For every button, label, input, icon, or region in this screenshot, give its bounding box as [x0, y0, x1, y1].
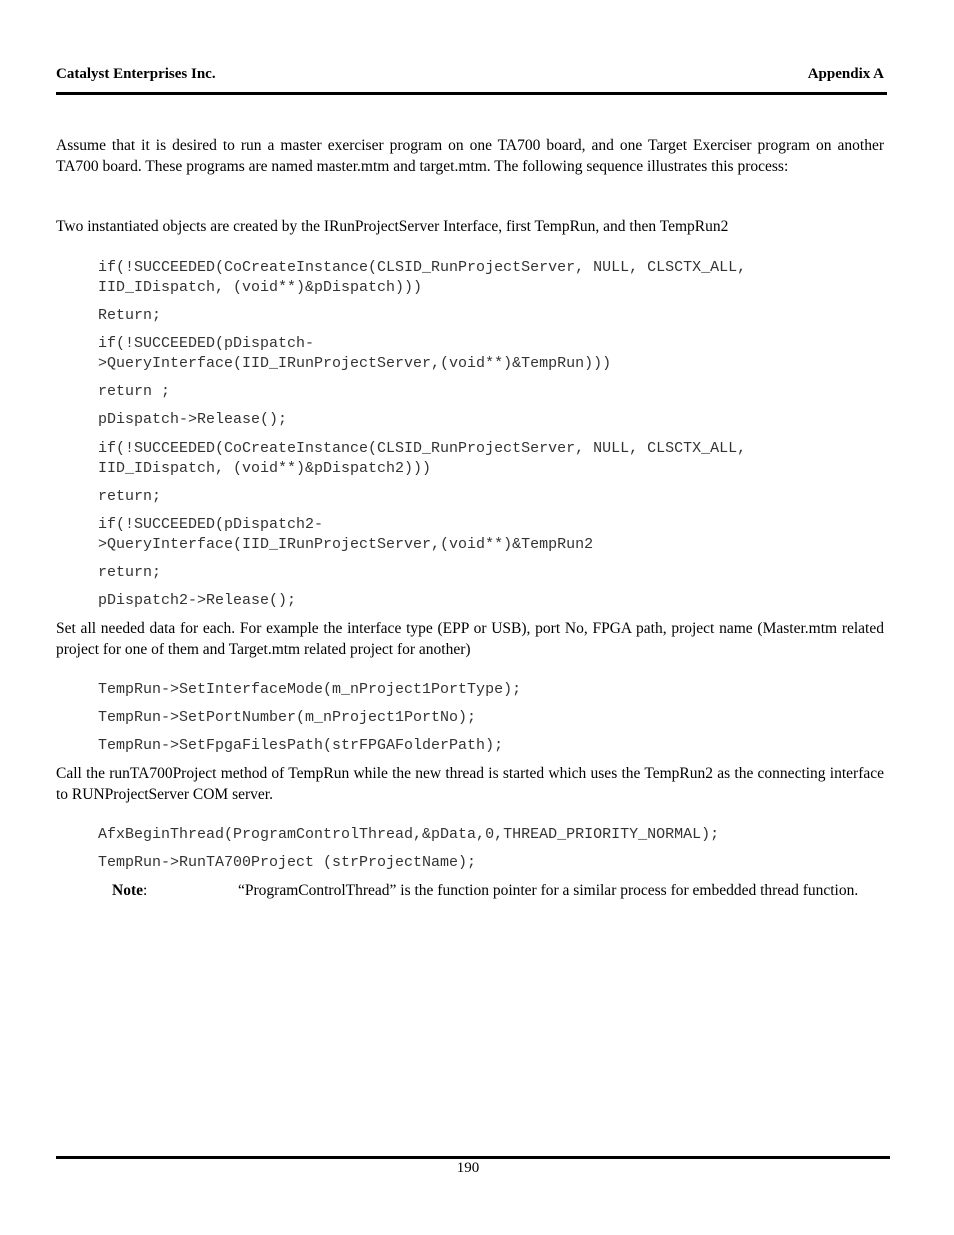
objects-paragraph: Two instantiated objects are created by the IRunProjectServer Interface, first TempRun, and then TempRun2 [56, 218, 729, 235]
company-name: Catalyst Enterprises Inc. [56, 66, 216, 82]
code-line: TempRun->SetPortNumber(m_nProject1PortNo); [98, 709, 477, 726]
code-line: if(!SUCCEEDED(pDispatch2- >QueryInterface(IID_IRunProjectServer,(void**)&TempRun2 [98, 516, 594, 553]
footer-rule [56, 1156, 890, 1159]
code-line: TempRun->SetFpgaFilesPath(strFPGAFolderPath); [98, 737, 504, 754]
code-line: if(!SUCCEEDED(pDispatch- >QueryInterface(IID_IRunProjectServer,(void**)&TempRun))) [98, 335, 612, 372]
code-line: if(!SUCCEEDED(CoCreateInstance(CLSID_RunProjectServer, NULL, CLSCTX_ALL, IID_IDispatch, (void**)&pDispatch2))) [98, 440, 747, 477]
page-number: 190 [456, 1160, 480, 1176]
code-line: pDispatch->Release(); [98, 411, 288, 428]
code-line: pDispatch2->Release(); [98, 592, 297, 609]
code-line: TempRun->RunTA700Project (strProjectName); [98, 854, 477, 871]
note-label-text: Note [112, 882, 143, 899]
code-line: if(!SUCCEEDED(CoCreateInstance(CLSID_RunProjectServer, NULL, CLSCTX_ALL, IID_IDispatch, (void**)&pDispatch))) [98, 259, 747, 296]
code-line: return; [98, 564, 162, 581]
code-line: return; [98, 488, 162, 505]
set-data-paragraph: Set all needed data for each. For example the interface type (EPP or USB), port No, FPGA path, project name (Master.mtm related project for one of them and Target.mtm related project for another) [56, 620, 884, 658]
code-line: Return; [98, 307, 162, 324]
intro-paragraph: Assume that it is desired to run a master exerciser program on one TA700 board, and one Target Exerciser program on another TA700 board. These programs are named master.mtm and target.mtm. The following sequence illustrates this process: [56, 137, 884, 175]
note-text: “ProgramControlThread” is the function pointer for a similar process for embedded thread function. [238, 882, 859, 899]
code-line: TempRun->SetInterfaceMode(m_nProject1PortType); [98, 681, 522, 698]
section-title: Appendix A [807, 66, 884, 82]
header-rule [56, 92, 887, 95]
code-line: return ; [98, 383, 171, 400]
page-header [56, 66, 884, 86]
note-label [112, 880, 147, 901]
call-paragraph: Call the runTA700Project method of TempRun while the new thread is started which uses the TempRun2 as the connecting interface to RUNProjectServer COM server. [56, 765, 884, 803]
code-line: AfxBeginThread(ProgramControlThread,&pData,0,THREAD_PRIORITY_NORMAL); [98, 826, 720, 843]
note-colon: : [143, 882, 148, 899]
